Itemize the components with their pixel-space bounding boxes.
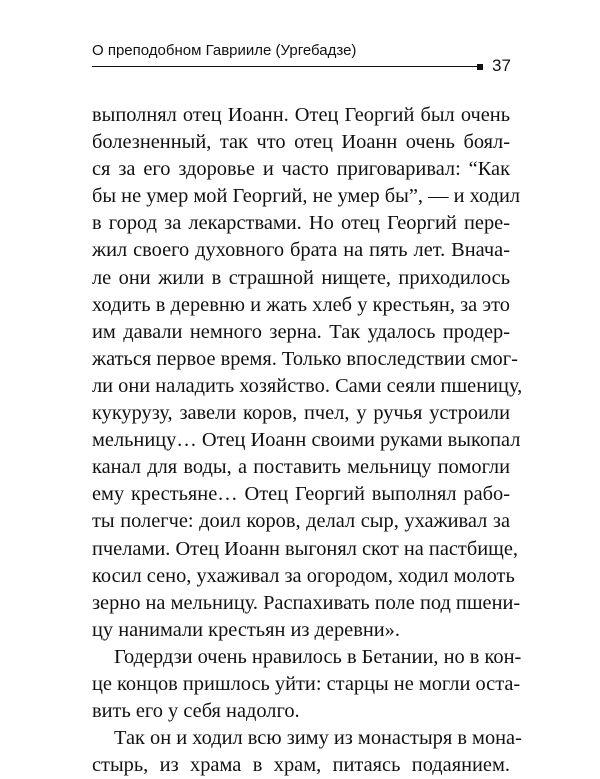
text-line: канал для воды, а поставить мельницу помогли [92,456,510,479]
page-number: 37 [492,56,511,75]
text-line: вить его у себя надолго. [92,700,300,723]
text-line: бы не умер мой Георгий, не умер бы”, — и ходил [92,185,521,208]
text-line: жаться первое время. Только впоследствии смог- [92,347,518,370]
text-line: ему крестьяне… Отец Георгий выполнял рабо- [92,483,510,506]
text-line: ты полегче: доил коров, делал сыр, ухаживал за [92,510,510,533]
text-line: болезненный, так что отец Иоанн очень боял- [92,131,510,154]
running-head: О преподобном Гаврииле (Ургебадзе) [92,42,357,59]
text-line: ли они наладить хозяйство. Сами сеяли пшеницу, [92,374,523,397]
text-line: ле они жили в страшной нищете, приходилось [92,266,510,289]
text-line: выполнял отец Иоанн. Отец Георгий был очень [92,104,510,126]
text-line: жил своего духовного брата на пять лет. Внача- [92,239,510,262]
text-line: им давали немного зерна. Так удалось продер- [92,320,510,343]
text-line: зерно на мельницу. Распахивать поле под пшени- [92,591,521,614]
text-line: мельницу… Отец Иоанн своими руками выкопал [92,429,521,452]
text-line: Годердзи очень нравилось в Бетании, но в кон- [114,645,522,668]
text-line: Так он и ходил всю зиму из монастыря в мона- [114,727,522,750]
body-text [92,102,523,779]
text-line: ходить в деревню и жать хлеб у крестьян, за это [92,293,510,316]
header-rule [92,66,477,67]
text-line: в город за лекарствами. Но отец Георгий пере- [92,212,510,235]
text-line: пчелами. Отец Иоанн выгонял скот на пастбище, [92,537,518,560]
text-line: стырь, из храма в храм, питаясь подаянием. [92,754,510,777]
text-line: це концов пришлось уйти: старцы не могли оста- [92,672,521,695]
text-line: косил сено, ухаживал за огородом, ходил молоть [92,564,515,587]
text-line: ся за его здоровье и часто приговаривал: “Как [92,158,510,181]
header-rule-end-mark [477,64,483,70]
text-line: кукурузу, завели коров, пчел, у ручья устроили [92,402,510,425]
text-line: цу нанимали крестьян из деревни». [92,618,400,641]
